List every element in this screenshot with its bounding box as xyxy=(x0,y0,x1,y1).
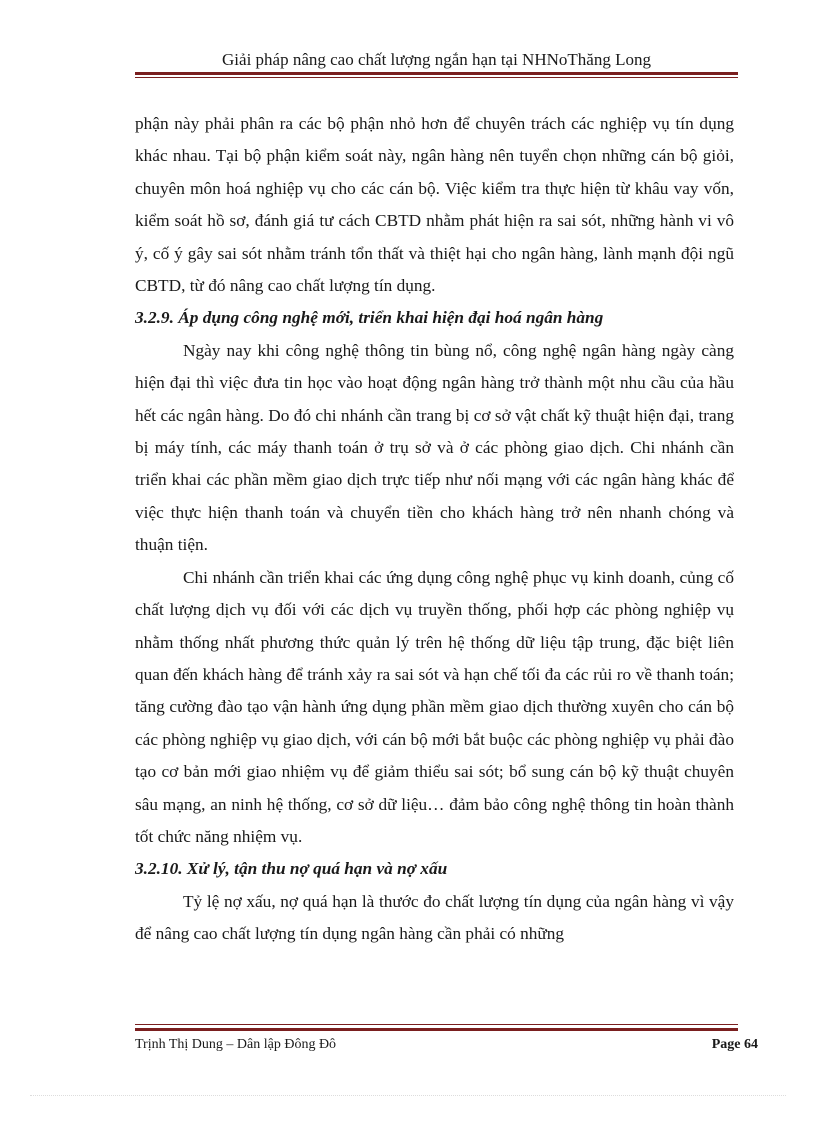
paragraph-1: phận này phải phân ra các bộ phận nhỏ hơn để chuyên trách các nghiệp vụ tín dụng khác nhau. Tại bộ phận kiểm soát này, ngân hàng nên tuyển chọn những cán bộ giỏi, chuyên môn hoá nghiệp vụ cho các cán bộ. Việc kiểm tra thực hiện từ khâu vay vốn, kiểm soát hồ sơ, đánh giá tư cách CBTD nhằm phát hiện ra sai sót, những hành vi vô ý, cố ý gây sai sót nhằm tránh tổn thất và thiệt hại cho ngân hàng, lành mạnh đội ngũ CBTD, từ đó nâng cao chất lượng tín dụng. xyxy=(135,114,734,296)
footer-rule-thick xyxy=(135,1028,738,1031)
page-number: Page 64 xyxy=(711,1037,758,1052)
section-heading-3-2-9: 3.2.9. Áp dụng công nghệ mới, triển khai hiện đại hoá ngân hàng xyxy=(135,308,604,328)
paragraph-4: Tỷ lệ nợ xấu, nợ quá hạn là thước đo chất lượng tín dụng của ngân hàng vì vậy để nâng cao chất lượng tín dụng ngân hàng cần phải có những xyxy=(135,891,734,944)
footer-rule-thin xyxy=(135,1024,738,1025)
page-bottom-divider xyxy=(30,1095,786,1096)
footer-author: Trịnh Thị Dung – Dân lập Đông Đô xyxy=(135,1037,337,1052)
section-heading-3-2-10: 3.2.10. Xử lý, tận thu nợ quá hạn và nợ xấu xyxy=(135,859,448,879)
header-title: Giải pháp nâng cao chất lượng ngắn hạn tại NHNoThăng Long xyxy=(222,50,651,69)
page-body xyxy=(135,108,734,951)
paragraph-3: Chi nhánh cần triển khai các ứng dụng công nghệ phục vụ kinh doanh, củng cố chất lượng dịch vụ đối với các dịch vụ truyền thống, phối hợp các phòng nghiệp vụ nhằm thống nhất phương thức quản lý trên hệ thống dữ liệu tập trung, đặc biệt liên quan đến khách hàng để tránh xảy ra sai sót và hạn chế tối đa các rủi ro về thanh toán; tăng cường đào tạo vận hành ứng dụng phần mềm giao dịch thường xuyên cho cán bộ các phòng nghiệp vụ giao dịch, với cán bộ mới bắt buộc các phòng nghiệp vụ phải đào tạo cơ bản mới giao nhiệm vụ để giảm thiểu sai sót; bổ sung cán bộ kỹ thuật chuyên sâu mạng, an ninh hệ thống, cơ sở dữ liệu… đảm bảo công nghệ thông tin hoàn thành tốt chức năng nhiệm vụ. xyxy=(135,567,734,846)
header-rule-thick xyxy=(135,72,738,75)
header-rule-thin xyxy=(135,77,738,78)
paragraph-2: Ngày nay khi công nghệ thông tin bùng nổ, công nghệ ngân hàng ngày càng hiện đại thì việc đưa tin học vào hoạt động ngân hàng trở thành một nhu cầu của hầu hết các ngân hàng. Do đó chi nhánh cần trang bị cơ sở vật chất kỹ thuật hiện đại, trang bị máy tính, các máy thanh toán ở trụ sở và ở các phòng giao dịch. Chi nhánh cần triển khai các phần mềm giao dịch trực tiếp như nối mạng với các ngân hàng khác để việc thực hiện thanh toán và chuyển tiền cho khách hàng trở nên nhanh chóng và thuận tiện. xyxy=(135,340,734,555)
